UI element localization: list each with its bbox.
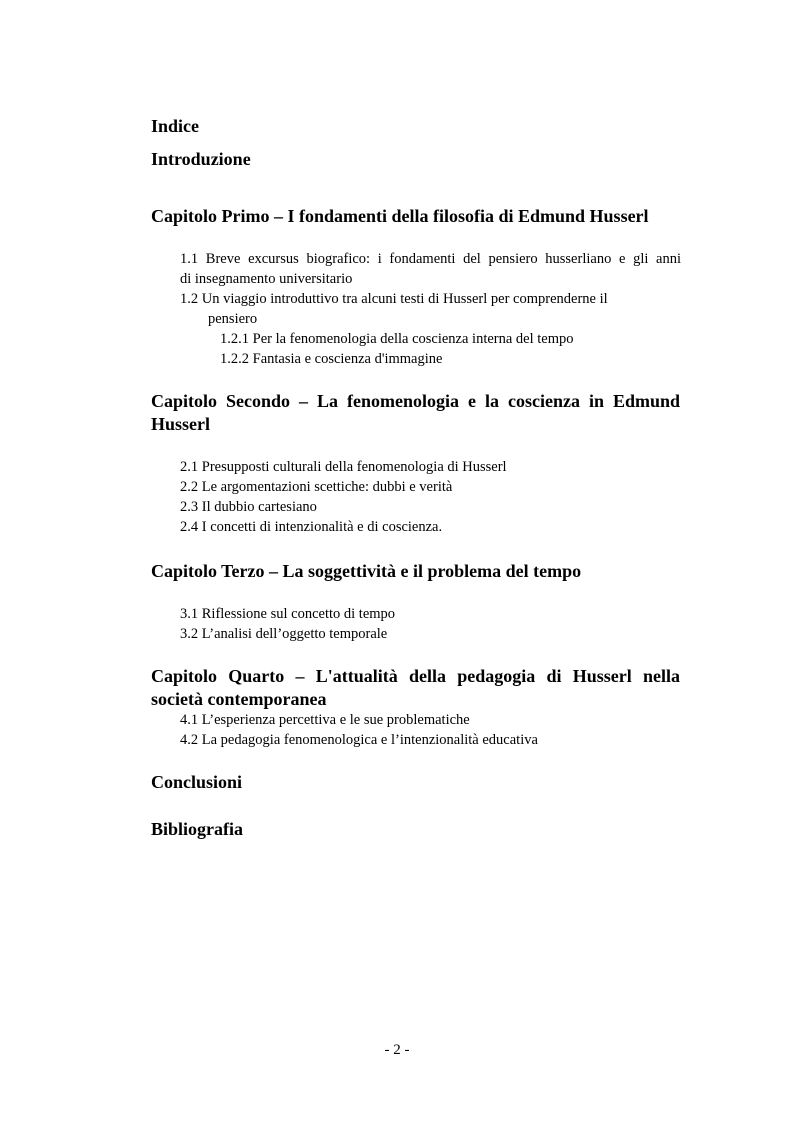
section-3-2: 3.2 L’analisi dell’oggetto temporale xyxy=(180,626,388,642)
chapter-4-title-line-1: Capitolo Quarto – L'attualità della pedagogia di Husserl nella xyxy=(151,666,680,686)
section-2-4: 2.4 I concetti di intenzionalità e di coscienza. xyxy=(180,519,443,535)
toc-heading-introduzione: Introduzione xyxy=(151,149,251,169)
section-3-1: 3.1 Riflessione sul concetto di tempo xyxy=(180,606,396,622)
section-1-2-line-2: pensiero xyxy=(208,311,258,327)
section-4-1: 4.1 L’esperienza percettiva e le sue problematiche xyxy=(180,712,470,728)
section-2-1: 2.1 Presupposti culturali della fenomenologia di Husserl xyxy=(180,459,507,475)
section-1-1-line-2: di insegnamento universitario xyxy=(180,271,353,287)
section-2-3: 2.3 Il dubbio cartesiano xyxy=(180,499,317,515)
section-2-2: 2.2 Le argomentazioni scettiche: dubbi e verità xyxy=(180,479,453,495)
toc-heading-bibliografia: Bibliografia xyxy=(151,819,244,839)
section-1-2-line-1: 1.2 Un viaggio introduttivo tra alcuni testi di Husserl per comprenderne il xyxy=(180,291,608,307)
toc-heading-conclusioni: Conclusioni xyxy=(151,772,243,792)
chapter-2-title-line-1: Capitolo Secondo – La fenomenologia e la coscienza in Edmund xyxy=(151,391,680,411)
section-4-2: 4.2 La pedagogia fenomenologica e l’intenzionalità educativa xyxy=(180,732,538,748)
section-1-2-2: 1.2.2 Fantasia e coscienza d'immagine xyxy=(220,351,443,367)
chapter-3-title: Capitolo Terzo – La soggettività e il problema del tempo xyxy=(151,561,582,581)
section-1-1-line-1: 1.1 Breve excursus biografico: i fondamenti del pensiero husserliano e gli anni xyxy=(180,251,681,267)
section-1-2-1: 1.2.1 Per la fenomenologia della coscienza interna del tempo xyxy=(220,331,574,347)
chapter-2-title-line-2: Husserl xyxy=(151,414,211,434)
chapter-1-title: Capitolo Primo – I fondamenti della filosofia di Edmund Husserl xyxy=(151,206,649,226)
page-number: - 2 - xyxy=(384,1042,410,1058)
toc-heading-indice: Indice xyxy=(151,116,200,136)
chapter-4-title-line-2: società contemporanea xyxy=(151,689,327,709)
